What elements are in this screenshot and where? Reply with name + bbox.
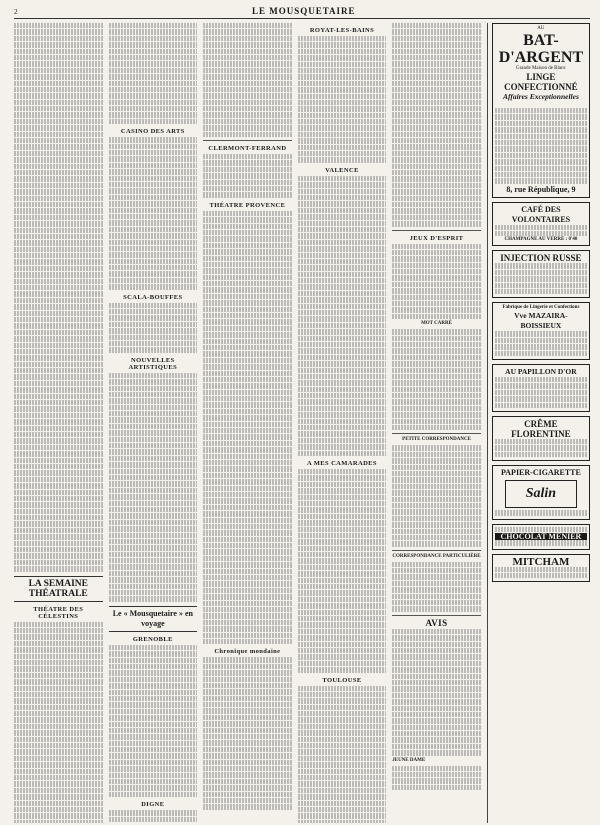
heading-digne: DIGNE (141, 801, 165, 809)
banner-mousquetaire-en-voyage: Le « Mousquetaire » en voyage (109, 606, 198, 632)
ad-injection-russe (492, 250, 590, 298)
heading-mot-carre: MOT CARRÉ (421, 321, 452, 327)
column-4 (298, 23, 387, 823)
column-5 (392, 23, 481, 823)
ad-injection-title: INJECTION RUSSE (500, 253, 582, 264)
ad-creme-title: CRÊME FLORENTINE (511, 418, 571, 439)
masthead (14, 6, 590, 19)
ad-mazaira: Vve MAZAIRA-BOISSIEUX (514, 311, 568, 331)
column-3 (203, 23, 292, 823)
heading-avis: AVIS (425, 617, 448, 628)
ad-linge: LINGE CONFECTIONNÉ (504, 72, 578, 92)
ad-mitcham-title: MITCHAM (512, 555, 570, 568)
ad-chocolat-menier (492, 524, 590, 550)
ad-bat-sub: Grande Maison de Blanc (515, 66, 566, 71)
ad-cafe-des-volontaires (492, 202, 590, 247)
ad-lingerie-title: Fabrique de Lingerie et Confections (502, 305, 580, 311)
heading-grenoble: GRENOBLE (132, 635, 173, 643)
ad-papillon-title: AU PAPILLON D'OR (505, 366, 577, 376)
ad-papier-cigarette (492, 465, 590, 519)
heading-jeux-d-esprit: JEUX D'ESPRIT (409, 234, 464, 242)
heading-scala-bouffes: SCALA-BOUFFES (123, 293, 183, 301)
heading-valence: VALENCE (325, 166, 359, 174)
heading-a-mes-camarades: A MES CAMARADES (307, 460, 377, 467)
salin-logo: Salin (505, 480, 577, 508)
ad-papillon-d-or (492, 364, 590, 412)
heading-jeune-dame: JEUNE DAME (392, 757, 426, 763)
heading-celestins: THÉATRE DES CÉLESTINS (33, 605, 84, 620)
ad-affaires: Affaires Exceptionnelles (502, 92, 579, 101)
column-2 (109, 23, 198, 823)
heading-royat-les-bains: ROYAT-LES-BAINS (309, 27, 375, 34)
column-1 (14, 23, 103, 823)
advertisements-column (487, 23, 590, 823)
ad-bat-top: AU (537, 26, 545, 31)
ad-champagne: CHAMPAGNE AU VERRE : 0'40 (504, 237, 578, 243)
heading-toulouse: TOULOUSE (322, 676, 362, 684)
heading-correspondance-particuliere: CORRESPONDANCE PARTICULIÈRE (392, 553, 481, 559)
ad-papier-title: PAPIER-CIGARETTE (500, 468, 581, 478)
heading-clermont-ferrand: CLERMONT-FERRAND (208, 145, 287, 153)
ad-cafe-title: CAFÉ DES VOLONTAIRES (511, 204, 571, 224)
ad-mitcham (492, 554, 590, 583)
ad-bat-d-argent (492, 23, 590, 198)
page-number: 2 (14, 8, 18, 16)
section-title-semaine-theatrale: LA SEMAINE THÉATRALE (14, 576, 103, 602)
heading-casino-des-arts: CASINO DES ARTS (120, 128, 185, 136)
newspaper-title: LE MOUSQUETAIRE (251, 6, 356, 16)
ad-bat-name: BAT-D'ARGENT (498, 32, 584, 66)
ad-creme-florentine (492, 416, 590, 461)
heading-chronique-mondaine: Chronique mondaine (214, 648, 281, 656)
heading-theatre-provence: THÉATRE PROVENCE (209, 201, 286, 209)
ad-chocolat-title: CHOCOLAT MENIER (495, 533, 587, 540)
heading-petite-correspondance: PETITE CORRESPONDANCE (402, 437, 471, 443)
ad-address: 8, rue République, 9 (506, 184, 576, 194)
ad-lingerie (492, 302, 590, 360)
heading-nouvelles-artistiques: NOUVELLES ARTISTIQUES (128, 356, 178, 371)
